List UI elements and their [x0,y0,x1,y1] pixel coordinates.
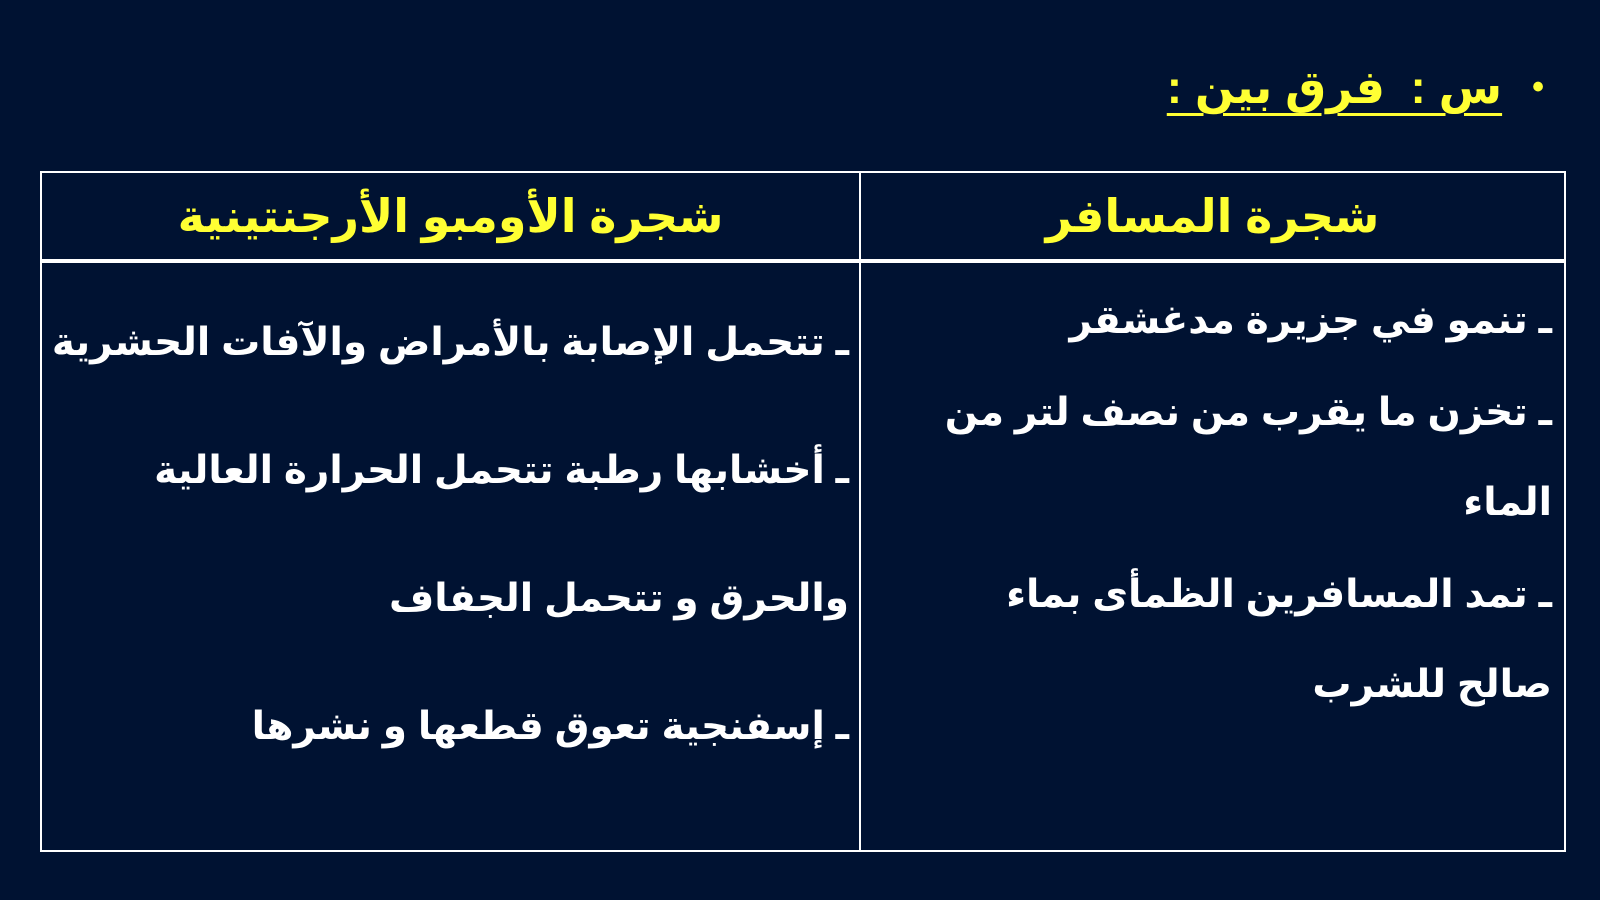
traveler-point-1: ـ تنمو في جزيرة مدغشقر [1069,299,1552,342]
traveler-point-2: ـ تخزن ما يقرب من نصف لتر من [944,391,1552,434]
ombu-tree-points [42,263,859,751]
traveler-tree-points [861,263,1564,709]
ombu-tree-cell [41,261,860,851]
question-title: س : فرق بين : [1166,61,1503,113]
ombu-point-2: ـ أخشابها رطبة تتحمل الحرارة العالية [154,449,849,492]
traveler-point-3: ـ تمد المسافرين الظمأى بماء [1006,573,1552,616]
ombu-point-3: ـ إسفنجية تعوق قطعها و نشرها [251,705,849,748]
table-body-row [41,261,1565,851]
ombu-point-2-cont: والحرق و تتحمل الجفاف [388,577,849,620]
traveler-point-3-cont: صالح للشرب [1312,663,1552,706]
comparison-table [40,171,1566,852]
table-header-row [41,172,1565,261]
header-traveler-tree: شجرة المسافر [860,172,1565,261]
header-ombu-tree: شجرة الأومبو الأرجنتينية [41,172,860,261]
traveler-tree-cell [860,261,1565,851]
question-heading [1167,52,1544,122]
traveler-point-2-cont: الماء [1463,481,1552,524]
ombu-point-1: ـ تتحمل الإصابة بالأمراض والآفات الحشرية [51,321,849,364]
bullet-icon: • [1532,67,1544,106]
